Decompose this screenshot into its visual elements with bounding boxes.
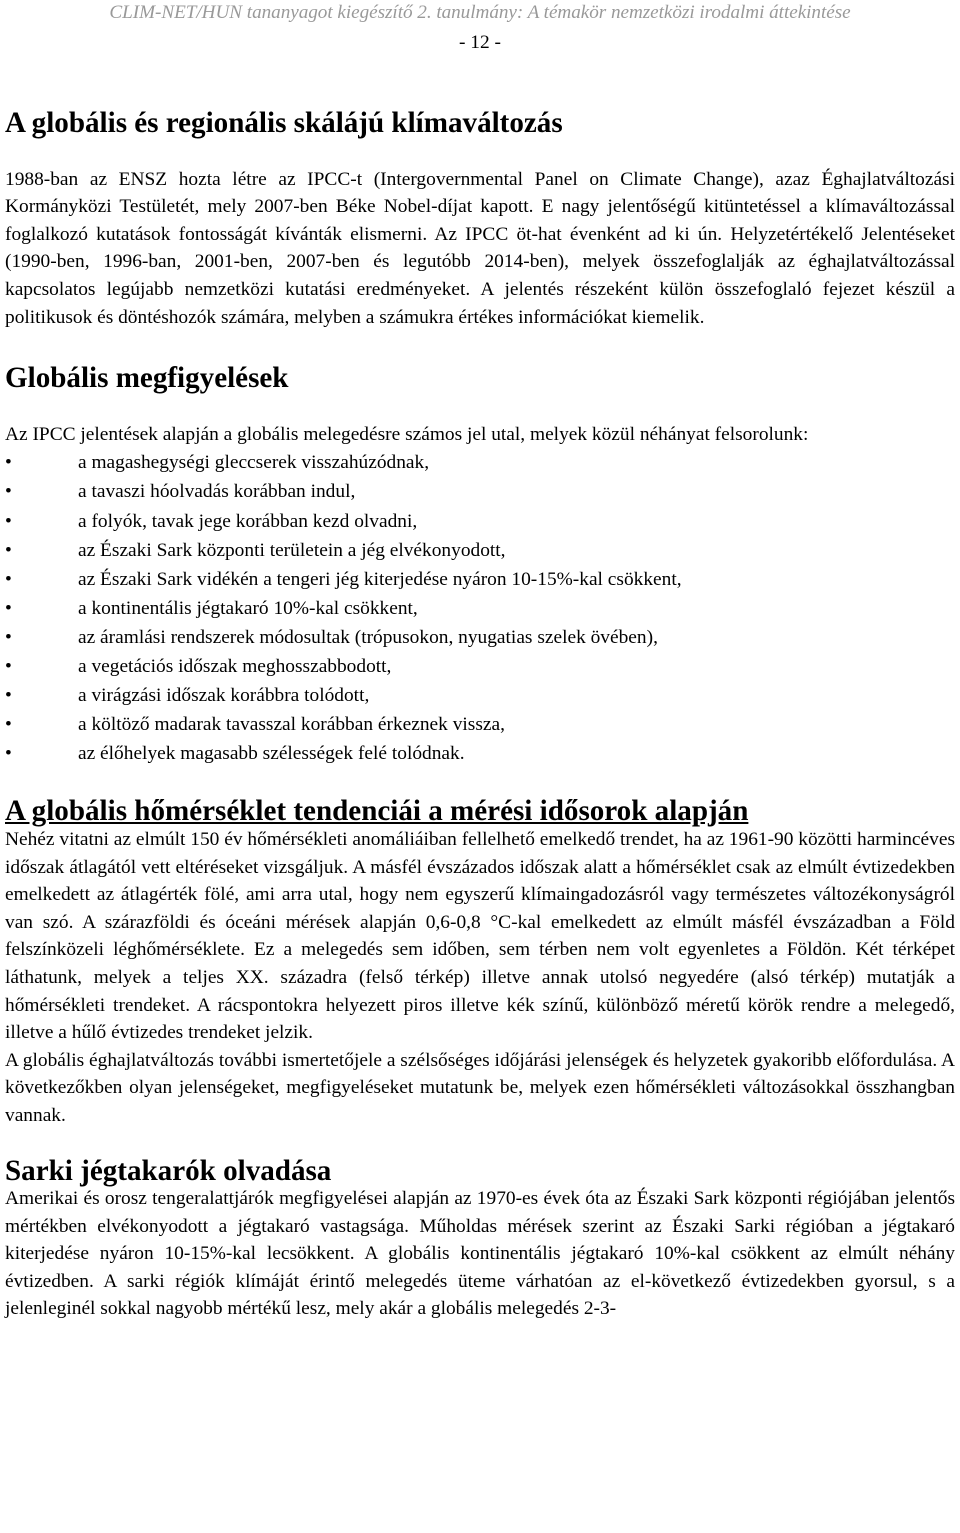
bullet-icon: • [5, 539, 12, 561]
list-item [5, 536, 955, 565]
list-item-text: a tavaszi hóolvadás korábban indul, [78, 481, 356, 503]
list-item [5, 507, 955, 536]
page-number: - 12 - [458, 32, 501, 53]
paragraph-temperature-trends: Nehéz vitatni az elmúlt 150 év hőmérsékleti anomáliáiban fellelhető emelkedő trendet, ha az 1961-90 közötti harmincéves időszak átlagától vett eltéréseket vizsgáljuk. A másfél évszázados időszak alatt a hőmérséklet csak az elmúlt évtizedekben emelkedett az átlagérték fölé, ami arra utal, hogy nem egyszerű klímaingadozásról vagy természetes változékonyságról van szó. A szárazföldi és óceáni mérések alapján 0,6-0,8 °C-kal emelkedett az elmúlt másfél évszázadban a Föld felszínközeli léghőmérséklete. Ez a melegedés sem időben, sem térben nem volt egyenletes a Földön. Két térképet láthatunk, melyek a teljes XX. századra (felső térkép) illetve annak utolsó negyedére (alsó térkép) mutatják a hőmérsékleti trendeket. A rácspontokra helyezett piros illetve kék színű, különböző méretű körök rendre a melegedő, illetve a hűlő évtizedes trendeket jelzik. [5, 828, 955, 1044]
list-item [5, 594, 955, 623]
list-item-text: a költöző madarak tavasszal korábban érkeznek vissza, [78, 714, 505, 736]
observations-list [5, 448, 955, 768]
section-title-polar-ice: Sarki jégtakarók olvadása [5, 1154, 332, 1187]
bullet-icon: • [5, 714, 12, 736]
list-item-text: az élőhelyek magasabb szélességek felé tolódnak. [78, 743, 465, 765]
paragraph-observations-intro: Az IPCC jelentések alapján a globális melegedésre számos jel utal, melyek közül néhányat felsorolunk: [5, 423, 809, 445]
bullet-icon: • [5, 743, 12, 765]
bullet-icon: • [5, 626, 12, 648]
list-item-text: az Északi Sark központi területein a jég elvékonyodott, [78, 539, 506, 561]
paragraph-extreme-weather: A globális éghajlatváltozás további ismertetőjele a szélsőséges időjárási jelenségek és helyzetek gyakoribb előfordulása. A következőkben olyan jelenségeket, megfigyeléseket mutatunk be, melyek ezen hőmérsékleti változásokkal összhangban vannak. [5, 1049, 955, 1126]
paragraph-ipcc-intro: 1988-ban az ENSZ hozta létre az IPCC-t (Intergovernmental Panel on Climate Change), azaz Éghajlatváltozási Kormányközi Testületét, mely 2007-ben Béke Nobel-díjat kapott. E nagy jelentőségű kitüntetéssel a klímaváltozással foglalkozó kutatások fontosságát kívánták elismerni. Az IPCC öt-hat évenként ad ki ún. Helyzetértékelő Jelentéseket (1990-ben, 1996-ban, 2001-ben, 2007-ben és legutóbb 2014-ben), melyek összefoglalják az éghajlatváltozással kapcsolatos legújabb nemzetközi kutatási eredményeket. A jelentés részeként külön összefoglaló fejezet készül a politikusok és döntéshozók számára, melyben a számukra értékes információkat kiemelik. [5, 168, 955, 328]
list-item-text: a magashegységi gleccserek visszahúzódnak, [78, 452, 430, 474]
list-item-text: az Északi Sark vidékén a tengeri jég kiterjedése nyáron 10-15%-kal csökkent, [78, 568, 682, 590]
list-item [5, 477, 955, 506]
section-title-temperature-trends: A globális hőmérséklet tendenciái a mérési idősorok alapján [5, 795, 749, 828]
list-item [5, 565, 955, 594]
list-item-text: a folyók, tavak jege korábban kezd olvadni, [78, 510, 418, 532]
bullet-icon: • [5, 568, 12, 590]
bullet-icon: • [5, 597, 12, 619]
section-title-climate-change: A globális és regionális skálájú klímaváltozás [5, 107, 563, 139]
list-item-text: a virágzási időszak korábbra tolódott, [78, 685, 370, 707]
document-page [5, 0, 955, 1323]
list-item [5, 681, 955, 710]
bullet-icon: • [5, 481, 12, 503]
paragraph-polar-ice: Amerikai és orosz tengeralattjárók megfigyelései alapján az 1970-es évek óta az Északi Sark központi régiójában jelentős mértékben elvékonyodott a jégtakaró vastagsága. Műholdas mérések szerint az Északi Sarki régióban a jégtakaró kiterjedése nyáron 10-15%-kal lecsökkent. A globális kontinentális jégtakaró 10%-kal csökkent az elmúlt néhány évtizedben. A sarki régiók klímáját érintő melegedés üteme várhatóan az el-következő évtizedekben gyorsul, s a jelenleginél sokkal nagyobb mértékű lesz, mely akár a globális melegedés 2-3- [5, 1188, 955, 1320]
bullet-icon: • [5, 685, 12, 707]
running-header: CLIM-NET/HUN tananyagot kiegészítő 2. tanulmány: A témakör nemzetközi irodalmi áttekintése [109, 2, 851, 23]
list-item-text: az áramlási rendszerek módosultak (trópusokon, nyugatias szelek övében), [78, 626, 658, 648]
bullet-icon: • [5, 656, 12, 677]
list-item-text: a vegetációs időszak meghosszabbodott, [78, 656, 392, 677]
bullet-icon: • [5, 510, 12, 532]
list-item [5, 739, 955, 768]
section-title-global-observations: Globális megfigyelések [5, 362, 289, 395]
list-item-text: a kontinentális jégtakaró 10%-kal csökkent, [78, 597, 418, 619]
bullet-icon: • [5, 452, 12, 474]
list-item [5, 623, 955, 652]
list-item [5, 710, 955, 739]
list-item [5, 448, 955, 477]
list-item [5, 652, 955, 681]
